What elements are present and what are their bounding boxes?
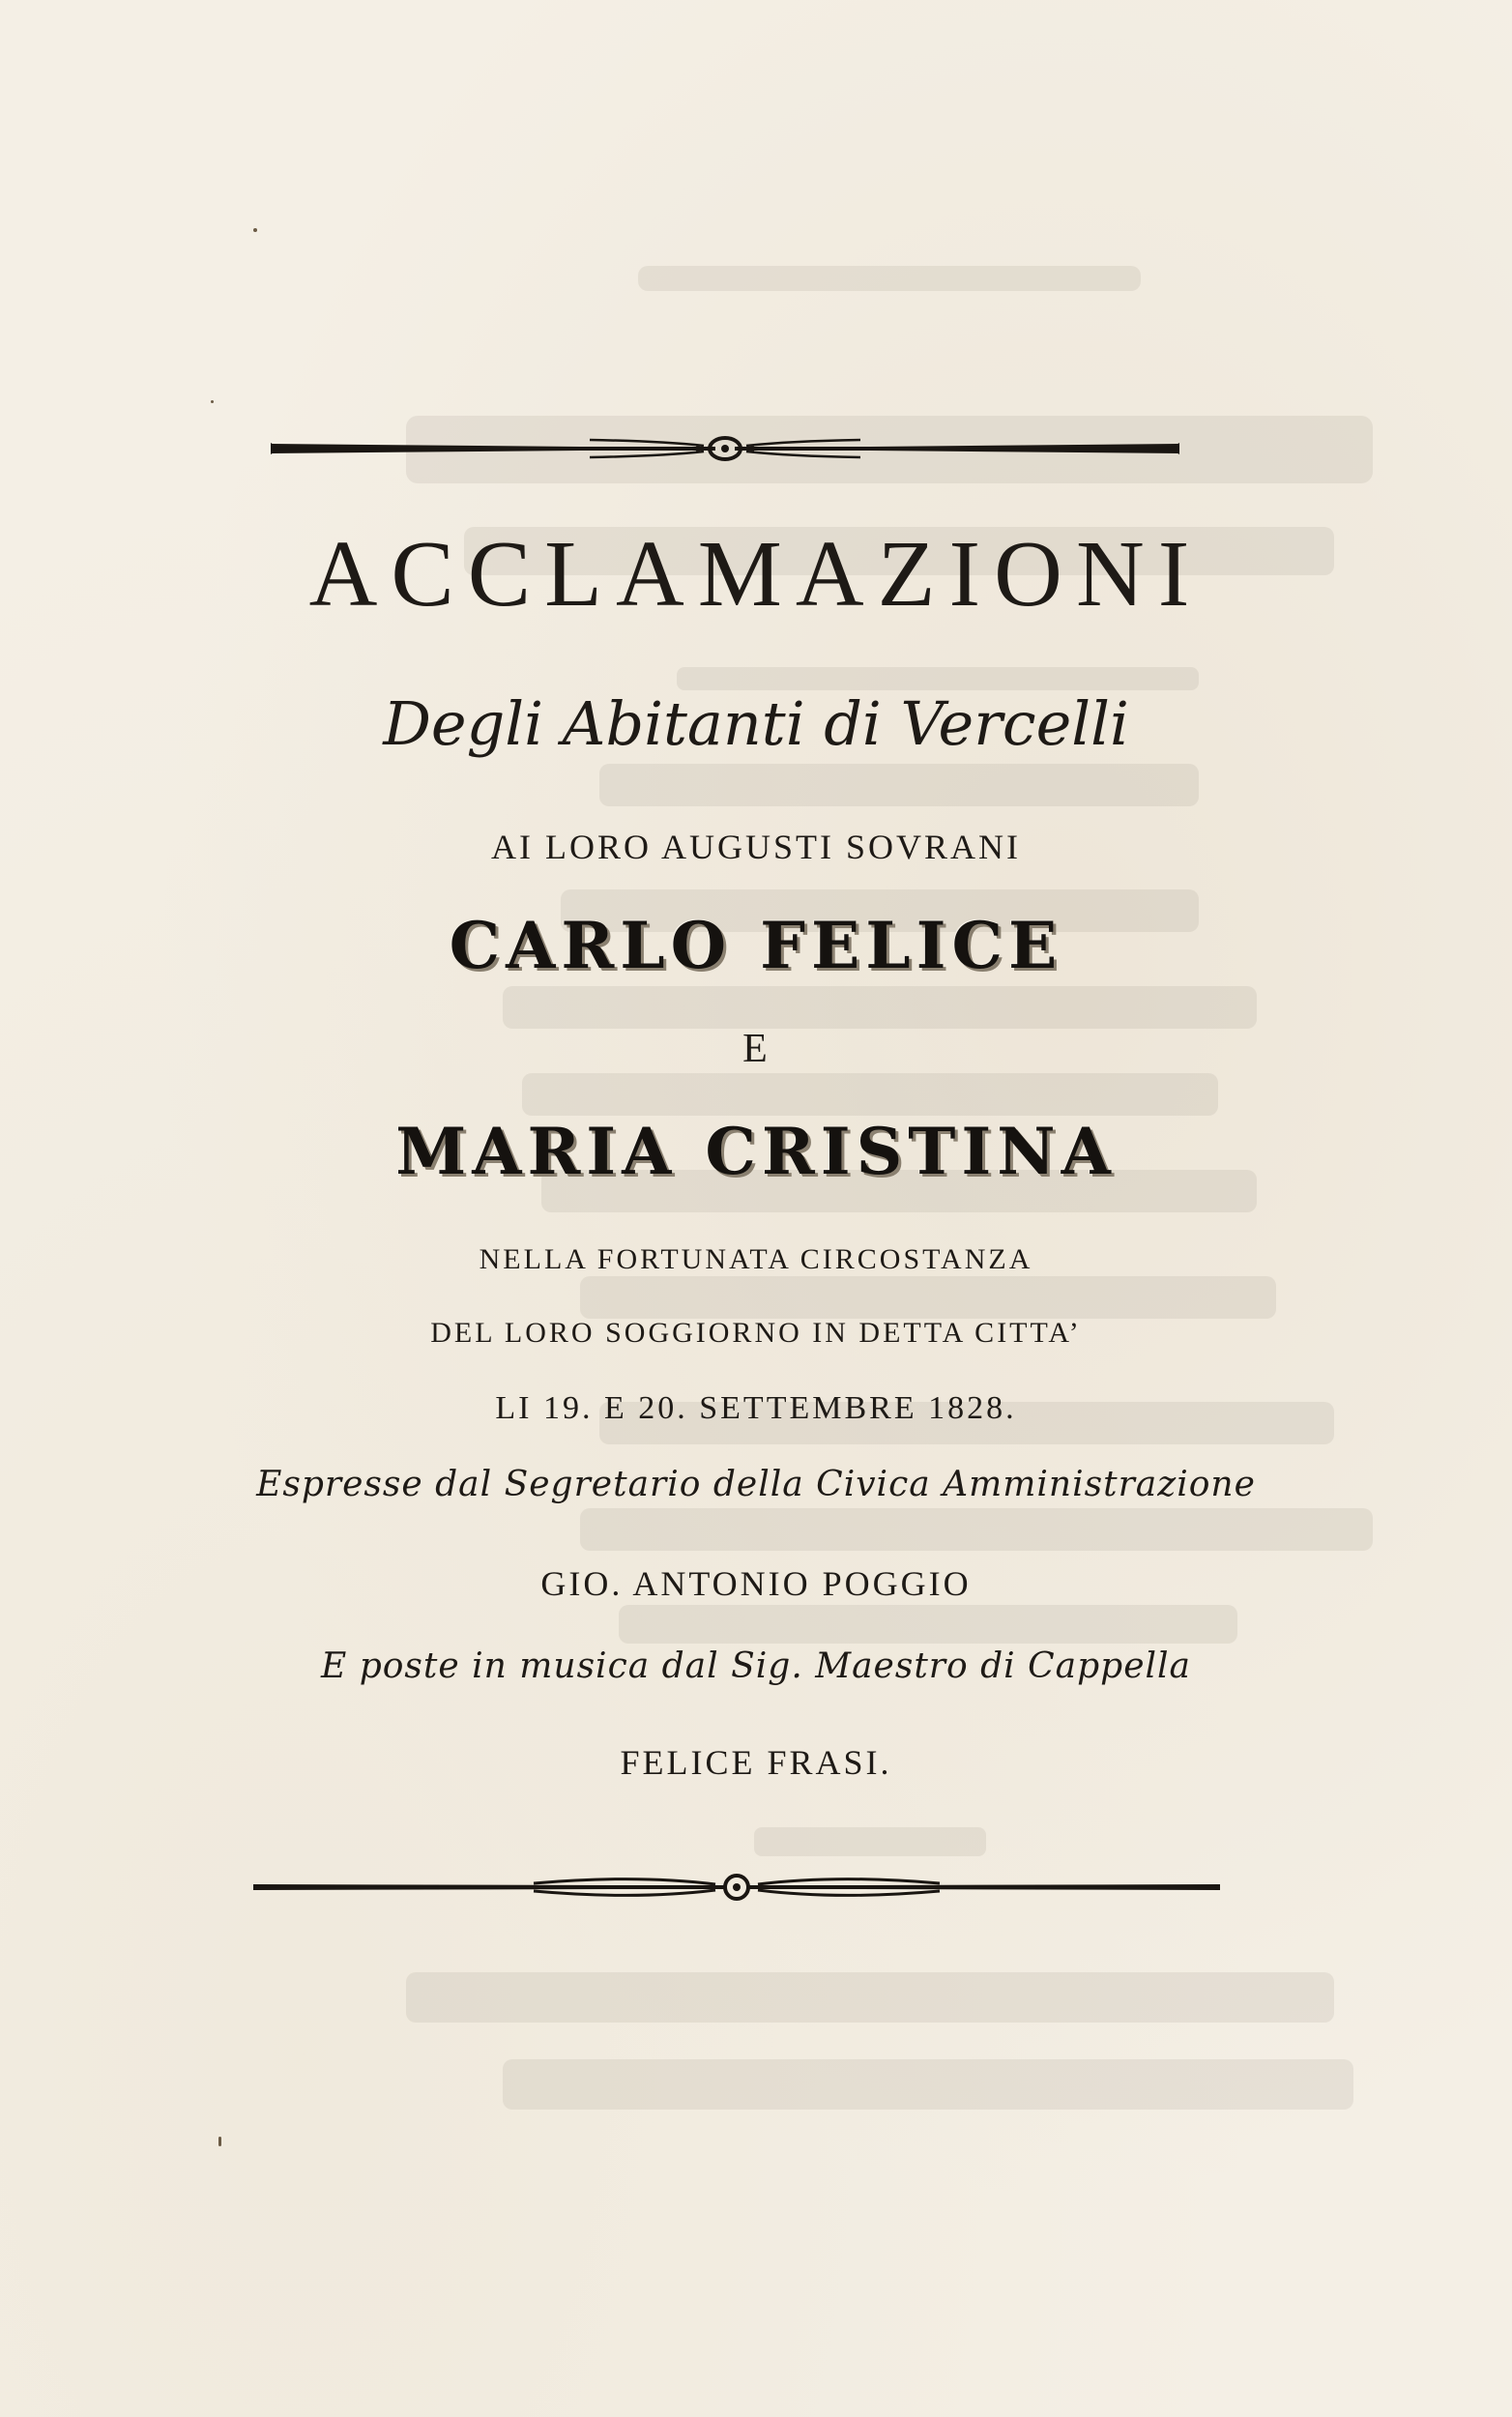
date-line: LI 19. E 20. SETTEMBRE 1828. — [495, 1390, 1017, 1426]
document-title: ACCLAMAZIONI — [308, 522, 1204, 626]
paper-speck — [218, 2137, 221, 2146]
author-name: GIO. ANTONIO POGGIO — [540, 1564, 972, 1603]
music-by-line: E poste in musica dal Sig. Maestro di Cappella — [320, 1646, 1191, 1686]
paper-speck — [211, 400, 214, 403]
bottom-ornament-rule — [244, 1868, 1230, 1907]
dedication-line: AI LORO AUGUSTI SOVRANI — [490, 828, 1021, 866]
sojourn-line: DEL LORO SOGGIORNO IN DETTA CITTA’ — [430, 1317, 1082, 1349]
king-name: CARLO FELICE — [449, 908, 1063, 983]
document-subtitle: Degli Abitanti di Vercelli — [383, 688, 1129, 759]
circumstance-line: NELLA FORTUNATA CIRCOSTANZA — [479, 1243, 1033, 1275]
conjunction: E — [742, 1027, 770, 1071]
top-ornament-rule — [242, 429, 1208, 468]
composer-name: FELICE FRASI. — [620, 1743, 892, 1782]
queen-name: MARIA CRISTINA — [395, 1114, 1117, 1189]
expressed-by-line: Espresse dal Segretario della Civica Amministrazione — [256, 1465, 1256, 1504]
paper-speck — [253, 228, 257, 232]
